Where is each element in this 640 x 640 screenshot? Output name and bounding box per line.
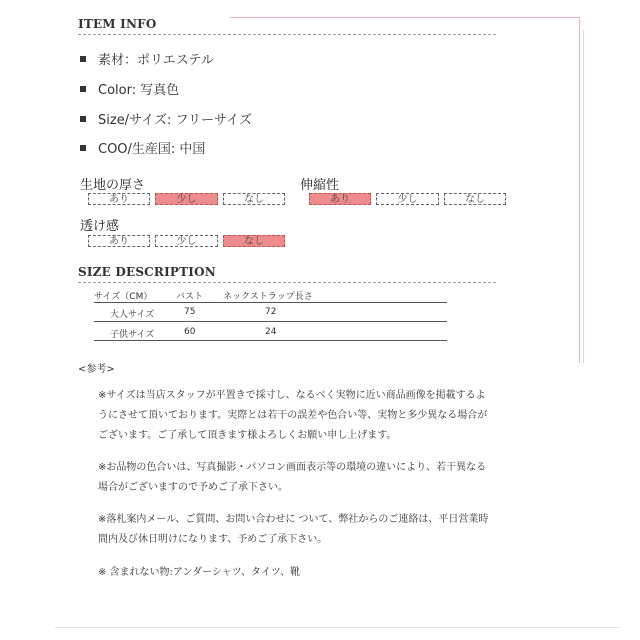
bottom-divider	[55, 627, 620, 628]
decorative-frame-top	[230, 17, 580, 18]
item-color	[80, 79, 179, 98]
size-column-header: サイズ（CM）	[94, 292, 153, 302]
item-material-text: 素材：ポリエステル	[98, 53, 214, 68]
decorative-frame-right	[579, 17, 580, 363]
bullet-square-icon	[80, 86, 86, 92]
note-paragraph-size: ※サイズは当店スタッフが平置きで採寸し、なるべく実物に近い商品画像を掲載するよ うにさせて頂いております。実際とは若干の誤差や色合い等、実物と多少異なる場合が ございます。ご了承して頂きます様よろしくお願い申し上げます。	[98, 390, 488, 441]
stretch-label: 伸縮性	[300, 178, 340, 193]
decorative-frame-right-inner	[583, 30, 584, 363]
row-child-bust: 60	[184, 327, 196, 337]
table-divider	[94, 340, 447, 341]
note-paragraph-not-included: ※ 含まれない物:アンダーシャツ、タイツ、靴	[98, 567, 301, 578]
note-paragraph-color: ※お品物の色合いは、写真撮影・パソコン画面表示等の環境の違いにより、若干異なる 場合がございますので予めご了承下さい。	[98, 462, 487, 493]
sheerness-option-ari: あり	[88, 235, 150, 247]
item-coo-text: COO/生産国: 中国	[98, 142, 206, 157]
table-divider	[94, 321, 447, 322]
item-coo	[80, 138, 205, 157]
notes-heading: <参考>	[78, 364, 115, 375]
stretch-option-nashi: なし	[444, 193, 506, 205]
item-size	[80, 109, 252, 128]
bullet-square-icon	[80, 56, 86, 62]
table-divider	[94, 302, 447, 303]
size-description-divider	[78, 282, 496, 283]
bullet-square-icon	[80, 116, 86, 122]
note-paragraph-contact: ※落札案内メール、ご質問、お問い合わせに ついて、弊社からのご連絡は、平日営業時 間内及び休日明けになります、予めご了承下さい。	[98, 514, 489, 545]
item-color-text: Color: 写真色	[98, 83, 180, 98]
item-info-title: ITEM INFO	[78, 17, 157, 31]
stretch-option-ari: あり	[309, 193, 371, 205]
item-size-text: Size/サイズ: フリーサイズ	[98, 113, 252, 128]
thickness-label: 生地の厚さ	[80, 178, 146, 193]
thickness-option-ari: あり	[88, 193, 150, 205]
stretch-option-sukoshi: 少し	[376, 193, 439, 205]
item-info-divider	[78, 34, 496, 35]
row-adult-bust: 75	[184, 307, 196, 317]
sheerness-label: 透け感	[80, 219, 120, 234]
row-adult-neck: 72	[265, 307, 277, 317]
thickness-option-sukoshi: 少し	[155, 193, 218, 205]
bust-column-header: バスト	[176, 292, 204, 302]
row-adult-size: 大人サイズ	[110, 310, 155, 320]
row-child-neck: 24	[265, 327, 277, 337]
bullet-square-icon	[80, 145, 86, 151]
sheerness-option-nashi: なし	[223, 235, 285, 247]
sheerness-option-sukoshi: 少し	[155, 235, 218, 247]
row-child-size: 子供サイズ	[110, 330, 155, 340]
size-description-title: SIZE DESCRIPTION	[78, 265, 216, 279]
neck-strap-column-header: ネックストラップ長さ	[223, 292, 313, 302]
item-material	[80, 49, 214, 68]
thickness-option-nashi: なし	[223, 193, 285, 205]
